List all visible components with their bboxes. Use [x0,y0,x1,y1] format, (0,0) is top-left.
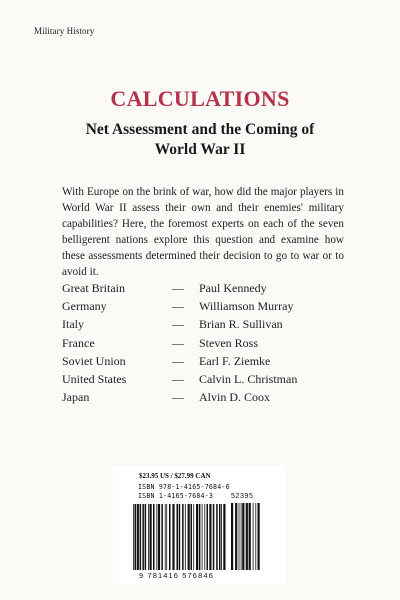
addon-barcode-bar [258,503,260,570]
addon-barcode-bar [246,503,248,570]
barcode-bar [137,504,139,570]
barcode-bar [165,504,166,570]
subtitle-line-2: World War II [154,141,246,158]
barcode-block [113,466,285,584]
nation-name: Soviet Union [62,353,126,368]
barcode-bar [182,504,184,570]
book-subtitle [40,120,360,160]
nation-name: France [62,335,95,350]
barcode-bar [148,504,149,570]
barcode-bar [188,504,190,570]
barcode-ean-digits: 9 781416 576846 [139,571,214,580]
author-name: Paul Kennedy [199,280,267,295]
barcode-bar [161,504,163,570]
separator-dash: — [172,298,184,313]
addon-barcode-bar [241,503,242,570]
subtitle-line-1: Net Assessment and the Coming of [85,121,315,138]
contributors-list [62,279,362,407]
barcode-bar [204,504,205,570]
author-name: Williamson Murray [199,298,294,313]
contributor-row [62,389,362,407]
barcode-bar [150,504,152,570]
addon-barcode-bar [231,503,233,570]
nation-name: Germany [62,298,107,313]
nation-name: United States [62,372,127,387]
barcode-bar [202,504,203,570]
barcode-bar [219,504,221,570]
barcode-bar [133,504,134,570]
barcode-bar [209,504,211,570]
barcode-bar [166,504,167,570]
barcode-bar [140,504,142,570]
author-name: Calvin L. Christman [199,372,298,387]
book-title: CALCULATIONS [110,86,290,111]
separator-dash: — [172,353,184,368]
barcode-bar [179,504,181,570]
addon-barcode-bar [249,503,251,570]
barcode-bar [221,504,222,570]
barcode-bar [185,504,186,570]
addon-barcode-bar [239,503,240,570]
barcode-bar [177,504,179,570]
contributor-row [62,352,362,370]
contributor-row [62,279,362,297]
author-name: Earl F. Ziemke [199,353,271,368]
contributor-row [62,370,362,388]
addon-barcode-bar [255,503,256,570]
nation-name: Italy [62,317,84,332]
author-name: Steven Ross [199,335,259,350]
contributor-row [62,334,362,352]
barcode-bar [213,504,215,570]
isbn-10-label: ISBN 1-4165-7684-3 [138,492,214,500]
barcode-bar [191,504,193,570]
addon-barcode-bar [253,503,254,570]
addon-barcode-bar [242,503,244,570]
barcode-bar [216,504,218,570]
description-blurb: With Europe on the brink of war, how did the major players in World War II assess their own and their enemies' military capabilities? Here, the foremost experts on each of the seven belligerent nations explore this question and examine how these assessments determined their decision to go to war or to avoid it. [62,186,344,278]
category-label: Military History [34,26,95,36]
barcode-bar [156,504,157,570]
barcode-bar [153,504,155,570]
separator-dash: — [172,390,184,405]
barcode-addon-digits: 52395 [231,493,254,500]
isbn-13-label: ISBN 978-1-4165-7684-6 [138,483,230,491]
price-label: $23.95 US / $27.99 CAN [139,472,211,480]
barcode-bar [223,504,225,570]
barcode-bar [135,504,137,570]
barcode-bar [172,504,174,570]
separator-dash: — [172,372,184,387]
barcode-bar [196,504,198,570]
barcode-bar [142,504,144,570]
nation-name: Japan [62,390,90,405]
separator-dash: — [172,335,184,350]
barcode-bar [169,504,171,570]
barcode-bar [193,504,194,570]
barcode-bar [158,504,160,570]
barcode-image [113,466,285,584]
author-name: Alvin D. Coox [199,390,271,405]
separator-dash: — [172,317,184,332]
contributor-row [62,316,362,334]
barcode-bar [199,504,201,570]
separator-dash: — [172,280,184,295]
addon-barcode-bar [235,503,237,570]
barcode-bar [145,504,147,570]
author-name: Brian R. Sullivan [199,317,283,332]
nation-name: Great Britain [62,280,125,295]
barcode-bar [207,504,209,570]
contributor-row [62,297,362,315]
